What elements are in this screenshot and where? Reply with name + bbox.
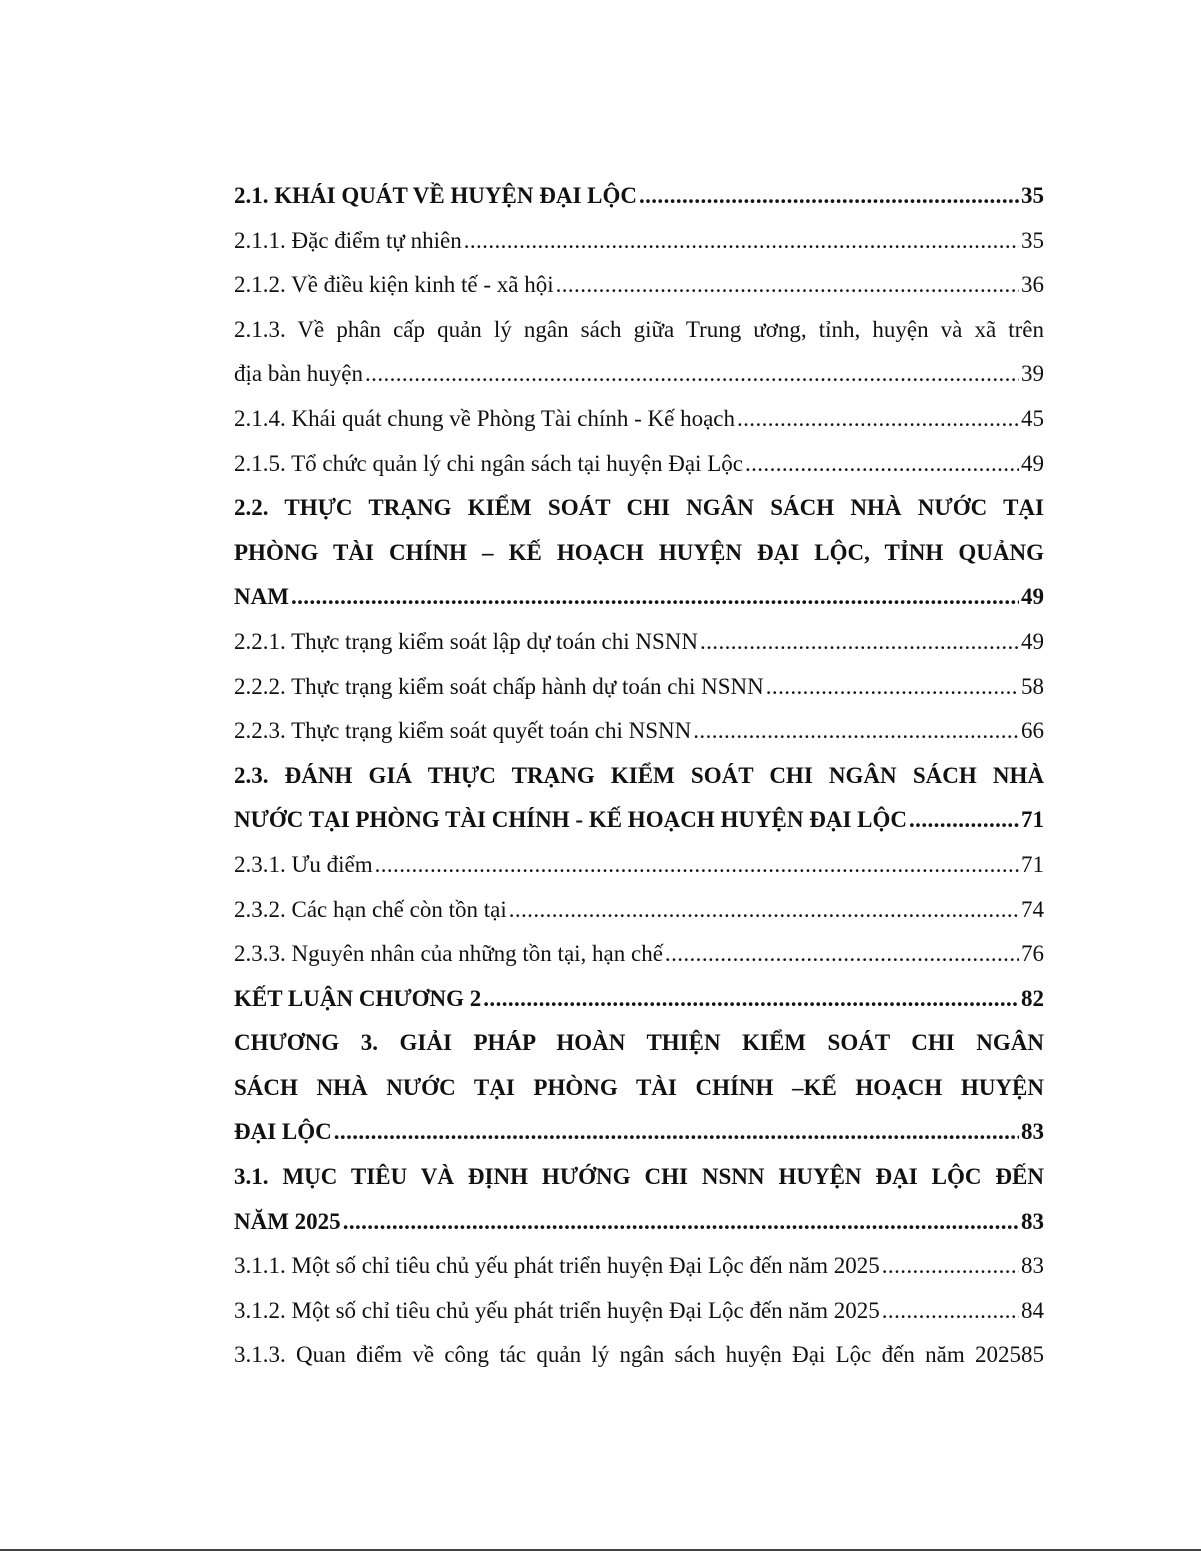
page-bottom-border xyxy=(0,1549,1201,1551)
toc-entry-chuong-3-line1 xyxy=(234,1021,1044,1066)
dot-leader xyxy=(745,442,1019,487)
dot-leader xyxy=(882,1289,1019,1334)
toc-entry-page: 82 xyxy=(1021,985,1044,1011)
toc-entry-2-3-3 xyxy=(234,932,1044,977)
toc-entry-page: 71 xyxy=(1021,851,1044,877)
toc-entry-2-3-line2 xyxy=(234,798,1044,843)
toc-entry-title: 2.1.5. Tổ chức quản lý chi ngân sách tại huyện Đại Lộc xyxy=(234,450,743,476)
dot-leader xyxy=(343,1200,1019,1245)
toc-entry-2-3-1 xyxy=(234,843,1044,888)
toc-entry-title: 2.3.1. Ưu điểm xyxy=(234,851,373,877)
toc-entry-title: ĐẠI LỘC xyxy=(234,1119,332,1145)
toc-entry-title: NĂM 2025 xyxy=(234,1208,341,1234)
dot-leader xyxy=(909,798,1019,843)
toc-entry-page: 39 xyxy=(1021,361,1044,387)
toc-entry-2-1-3-line2 xyxy=(234,352,1044,397)
table-of-contents xyxy=(234,174,1044,1378)
toc-entry-title: 2.2.1. Thực trạng kiểm soát lập dự toán chi NSNN xyxy=(234,628,698,654)
toc-entry-page: 35 xyxy=(1021,227,1044,253)
toc-entry-2-2-line3 xyxy=(234,575,1044,620)
dot-leader xyxy=(882,1244,1019,1289)
toc-entry-title: 2.1.4. Khái quát chung về Phòng Tài chính - Kế hoạch xyxy=(234,405,735,431)
toc-entry-title: KẾT LUẬN CHƯƠNG 2 xyxy=(234,985,482,1011)
dot-leader xyxy=(556,263,1019,308)
toc-entry-title: 3.1.2. Một số chỉ tiêu chủ yếu phát triển huyện Đại Lộc đến năm 2025 xyxy=(234,1297,880,1323)
toc-entry-title: 2.1.2. Về điều kiện kinh tế - xã hội xyxy=(234,272,554,298)
dot-leader xyxy=(693,709,1019,754)
toc-entry-page: 35 xyxy=(1021,183,1044,208)
toc-entry-title: NƯỚC TẠI PHÒNG TÀI CHÍNH - KẾ HOẠCH HUYỆN ĐẠI LỘC xyxy=(234,807,908,833)
toc-entry-title: 2.3.2. Các hạn chế còn tồn tại xyxy=(234,896,507,922)
toc-entry-3-1-line1 xyxy=(234,1155,1044,1200)
toc-entry-page: 45 xyxy=(1021,405,1044,431)
toc-entry-title: 2.2. THỰC TRẠNG KIỂM SOÁT CHI NGÂN SÁCH NHÀ NƯỚC TẠI xyxy=(234,495,1044,521)
toc-entry-2-2-line2 xyxy=(234,531,1044,576)
dot-leader xyxy=(737,397,1019,442)
toc-entry-page: 49 xyxy=(1021,450,1044,476)
dot-leader xyxy=(766,665,1019,710)
toc-entry-page: 83 xyxy=(1021,1253,1044,1279)
dot-leader xyxy=(375,843,1019,888)
toc-entry-page: 58 xyxy=(1021,673,1044,699)
dot-leader xyxy=(334,1110,1019,1155)
toc-entry-title: NAM xyxy=(234,584,289,610)
toc-entry-title: SÁCH NHÀ NƯỚC TẠI PHÒNG TÀI CHÍNH –KẾ HOẠCH HUYỆN xyxy=(234,1074,1044,1100)
toc-entry-3-1-line2 xyxy=(234,1200,1044,1245)
toc-entry-page: 36 xyxy=(1021,272,1044,298)
dot-leader xyxy=(291,575,1019,620)
toc-entry-title: 3.1. MỤC TIÊU VÀ ĐỊNH HƯỚNG CHI NSNN HUYỆN ĐẠI LỘC ĐẾN xyxy=(234,1164,1044,1190)
toc-entry-page: 66 xyxy=(1021,718,1044,744)
dot-leader xyxy=(509,888,1019,933)
toc-entry-page: 83 xyxy=(1021,1119,1044,1145)
toc-entry-title: 2.2.3. Thực trạng kiểm soát quyết toán chi NSNN xyxy=(234,718,692,744)
dot-leader xyxy=(639,174,1019,219)
dot-leader xyxy=(464,219,1019,264)
dot-leader xyxy=(365,352,1019,397)
toc-entry-2-2-3 xyxy=(234,709,1044,754)
toc-entry-title: 3.1.1. Một số chỉ tiêu chủ yếu phát triển huyện Đại Lộc đến năm 2025 xyxy=(234,1253,880,1279)
toc-entry-page: 74 xyxy=(1021,896,1044,922)
toc-entry-chuong-3-line2 xyxy=(234,1066,1044,1111)
toc-entry-3-1-2 xyxy=(234,1289,1044,1334)
dot-leader xyxy=(700,620,1019,665)
toc-entry-2-3-2 xyxy=(234,888,1044,933)
toc-entry-title: PHÒNG TÀI CHÍNH – KẾ HOẠCH HUYỆN ĐẠI LỘC, TỈNH QUẢNG xyxy=(234,539,1044,565)
toc-entry-2-1-1 xyxy=(234,219,1044,264)
toc-entry-2-1-5 xyxy=(234,442,1044,487)
dot-leader xyxy=(483,977,1019,1022)
dot-leader xyxy=(665,932,1019,977)
toc-entry-ket-luan-chuong-2 xyxy=(234,977,1044,1022)
toc-entry-2-2-1 xyxy=(234,620,1044,665)
toc-entry-2-2-line1 xyxy=(234,486,1044,531)
toc-entry-title: 2.2.2. Thực trạng kiểm soát chấp hành dự toán chi NSNN xyxy=(234,673,764,699)
toc-entry-title: 2.3.3. Nguyên nhân của những tồn tại, hạn chế xyxy=(234,941,663,967)
toc-entry-title: địa bàn huyện xyxy=(234,361,364,387)
toc-entry-2-1-2 xyxy=(234,263,1044,308)
toc-entry-2-2-2 xyxy=(234,665,1044,710)
toc-entry-chuong-3-line3 xyxy=(234,1110,1044,1155)
toc-entry-2-1-4 xyxy=(234,397,1044,442)
toc-entry-page: 49 xyxy=(1021,628,1044,654)
toc-entry-2-3-line1 xyxy=(234,754,1044,799)
toc-entry-title: 2.3. ĐÁNH GIÁ THỰC TRẠNG KIỂM SOÁT CHI NGÂN SÁCH NHÀ xyxy=(234,762,1044,788)
toc-entry-3-1-1 xyxy=(234,1244,1044,1289)
toc-entry-page: 49 xyxy=(1021,584,1044,610)
toc-entry-title: 2.1. KHÁI QUÁT VỀ HUYỆN ĐẠI LỘC xyxy=(234,183,637,208)
toc-entry-page: 83 xyxy=(1021,1208,1044,1234)
toc-entry-2-1 xyxy=(234,174,1044,219)
toc-entry-page: 76 xyxy=(1021,941,1044,967)
toc-entry-3-1-3 xyxy=(234,1333,1044,1378)
toc-entry-page: 84 xyxy=(1021,1297,1044,1323)
toc-entry-title: 3.1.3. Quan điểm về công tác quản lý ngân sách huyện Đại Lộc đến năm 202585 xyxy=(234,1342,1044,1368)
toc-entry-title: 2.1.3. Về phân cấp quản lý ngân sách giữa Trung ương, tỉnh, huyện và xã trên xyxy=(234,316,1044,342)
toc-entry-page: 71 xyxy=(1021,807,1044,833)
toc-entry-title: CHƯƠNG 3. GIẢI PHÁP HOÀN THIỆN KIỂM SOÁT CHI NGÂN xyxy=(234,1030,1044,1056)
toc-entry-title: 2.1.1. Đặc điểm tự nhiên xyxy=(234,227,462,253)
toc-entry-2-1-3-line1 xyxy=(234,308,1044,353)
